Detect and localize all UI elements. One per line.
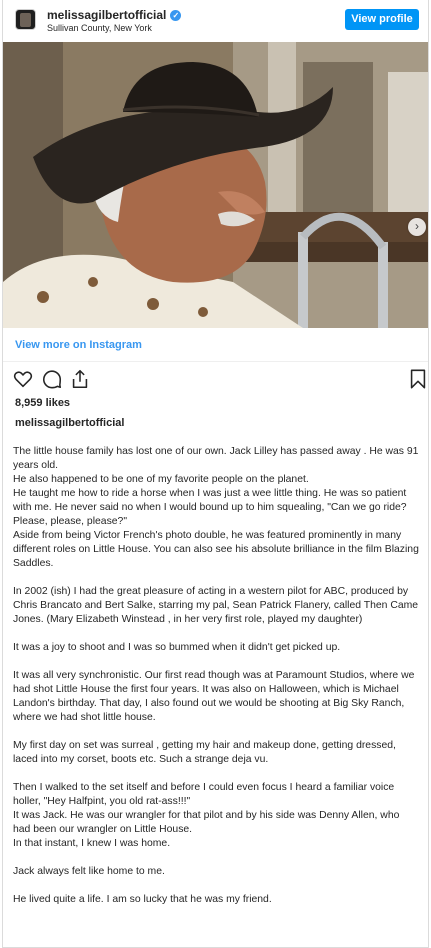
verified-badge-icon: ✓ [170, 10, 181, 21]
caption-paragraph: It was all very synchronistic. Our first read though was at Paramount Studios, where we had shot Little House the first four years. It was also on Halloween, which is Michael Landon's birthday. That day, I also found out we would be shooting at Big Sky Ranch, where we had shot little house. [13, 670, 415, 723]
location-link[interactable]: Sullivan County, New York [47, 23, 152, 33]
caption-username-link[interactable]: melissagilbertofficial [15, 417, 125, 429]
avatar-image [20, 13, 31, 27]
divider [3, 361, 428, 362]
post-header [3, 0, 428, 42]
caption-paragraph: Jack always felt like home to me. [13, 866, 165, 877]
caption-paragraph: It was a joy to shoot and I was so bummed when it didn't get picked up. [13, 642, 341, 653]
view-more-link[interactable]: View more on Instagram [15, 339, 142, 351]
caption-paragraph: In 2002 (ish) I had the great pleasure of acting in a western pilot for ABC, produced by Chris Brancato and Bert Salke, starring my pal, Sean Patrick Flanery, called Then Came Jones. (Mary Elizabeth Winstead , in her very first role, played my daughter) [13, 586, 419, 625]
username-link[interactable]: melissagilbertofficial [47, 8, 167, 22]
action-bar [3, 367, 428, 393]
avatar[interactable] [15, 9, 36, 30]
comment-icon[interactable] [41, 368, 63, 390]
post-caption [13, 445, 419, 921]
post-photo[interactable] [3, 42, 428, 328]
share-icon[interactable] [69, 368, 91, 390]
caption-paragraph: The little house family has lost one of our own. Jack Lilley has passed away . He was 91 years old. He also happened to be one of my favorite people on the planet. He taught me how to ride a horse when I was just a wee little thing. He was so patient with me. He never said no when I would bound up to him squealing, "Can we go ride? Please, please, please?" Aside from being Victor French's photo double, he was featured prominently in many different roles on Little House. You can also see his absolute brilliance in the film Blazing Saddles. [13, 446, 419, 569]
instagram-embed-card [2, 0, 429, 948]
bookmark-icon[interactable] [407, 368, 429, 390]
caption-paragraph: Then I walked to the set itself and before I could even focus I heard a familiar voice holler, "Hey Halfpint, you old rat-ass!!!" It was Jack. He was our wrangler for that pilot and by his side was Denny Allen, who had been our wrangler on Little House. In that instant, I knew I was home. [13, 782, 400, 849]
photo-illustration [3, 42, 428, 328]
likes-count[interactable]: 8,959 likes [15, 397, 71, 409]
caption-paragraph: My first day on set was surreal , getting my hair and makeup done, getting dressed, laced into my corset, boots etc. Such a strange deja vu. [13, 740, 396, 765]
caption-paragraph: He lived quite a life. I am so lucky that he was my friend. [13, 894, 272, 905]
next-photo-chevron-icon[interactable]: › [408, 218, 426, 236]
view-profile-button[interactable]: View profile [345, 9, 419, 30]
username-row [47, 8, 181, 22]
heart-icon[interactable] [12, 368, 34, 390]
